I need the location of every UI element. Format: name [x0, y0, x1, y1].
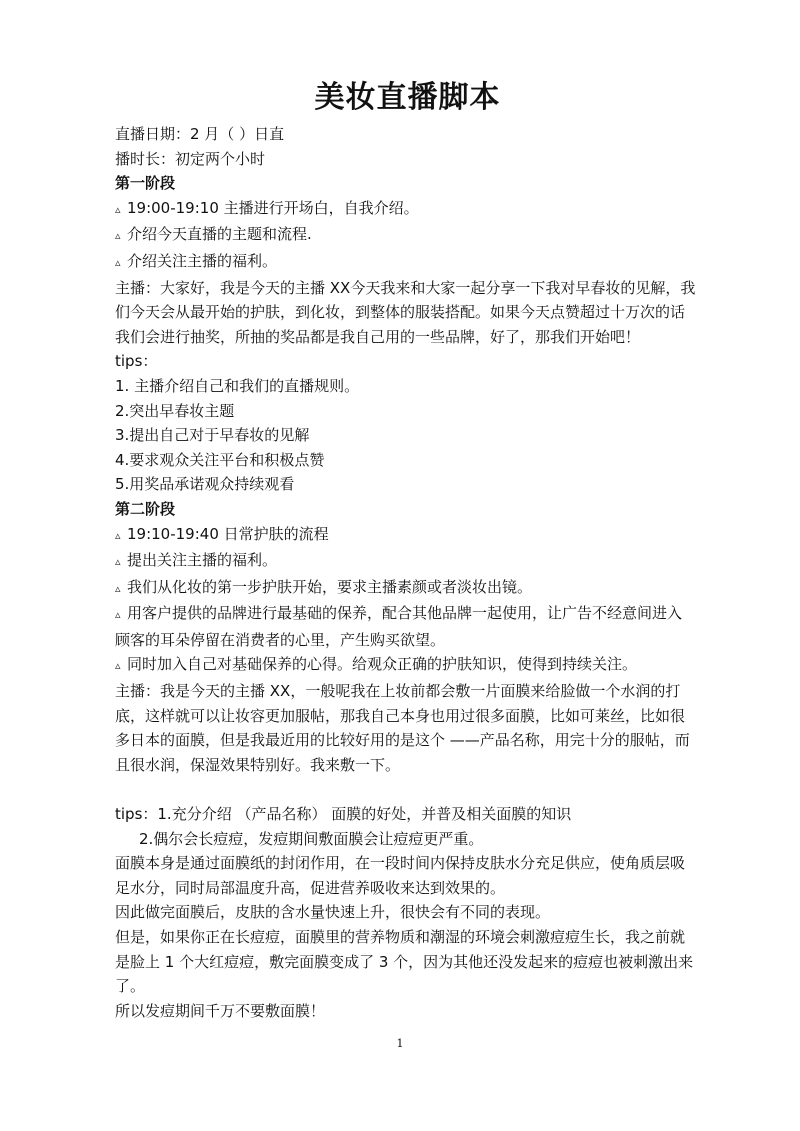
text-line	[115, 851, 690, 876]
bullet-item	[115, 652, 690, 679]
text-line	[115, 423, 690, 448]
line-text: 19:00-19:10 主播进行开场白，自我介绍。	[127, 198, 419, 217]
line-text: 们今天会从最开始的护肤，到化妆，到整体的服装搭配。如果今天点赞超过十万次的话	[115, 303, 686, 322]
line-text: 介绍今天直播的主题和流程.	[127, 225, 312, 244]
text-line	[115, 399, 690, 424]
line-text: 2.突出早春妆主题	[115, 401, 235, 420]
bullet-item	[115, 601, 690, 628]
text-line	[115, 827, 690, 852]
text-line	[115, 704, 690, 729]
text-line	[115, 300, 690, 325]
line-text: 播时长：初定两个小时	[115, 149, 266, 168]
line-text: 但是，如果你正在长痘痘，面膜里的营养物质和潮湿的环境会刺激痘痘生长，我之前就	[115, 928, 686, 946]
line-text: 所以发痘期间千万不要敷面膜！	[115, 1001, 326, 1020]
blank-line	[115, 777, 690, 802]
text-line	[115, 802, 690, 827]
line-text: 且很水润，保湿效果特别好。我来敷一下。	[115, 755, 401, 774]
triangle-bullet-icon: ▵	[115, 202, 121, 216]
line-text: 第二阶段	[115, 499, 176, 518]
line-text: 足水分，同时局部温度升高，促进营养吸收来达到效果的。	[115, 878, 506, 897]
triangle-bullet-icon: ▵	[115, 229, 121, 243]
line-text: 面膜本身是通过面膜纸的封闭作用，在一段时间内保持皮肤水分充足供应，使角质层吸	[115, 854, 686, 873]
triangle-bullet-icon: ▵	[115, 255, 121, 269]
bullet-item	[115, 222, 690, 249]
text-line	[115, 374, 690, 399]
line-text: 我们会进行抽奖，所抽的奖品都是我自己用的一些品牌，好了，那我们开始吧！	[115, 327, 641, 346]
triangle-bullet-icon: ▵	[115, 555, 121, 569]
line-text: 用客户提供的品牌进行最基础的保养，配合其他品牌一起使用，让广告不经意间进入	[127, 604, 683, 623]
line-text: 4.要求观众关注平台和积极点赞	[115, 450, 325, 469]
line-text: 3.提出自己对于早春妆的见解	[115, 426, 310, 445]
line-text: 同时加入自己对基础保养的心得。给观众正确的护肤知识，使得到持续关注。	[127, 655, 638, 674]
text-line	[115, 276, 696, 301]
text-line	[115, 679, 690, 704]
bullet-item	[115, 522, 690, 549]
text-line	[115, 950, 694, 975]
text-line	[115, 728, 690, 753]
line-text: 因此做完面膜后，皮肤的含水量快速上升，很快会有不同的表现。	[115, 903, 551, 922]
document-page	[115, 78, 696, 1023]
text-line	[115, 925, 690, 950]
section-heading	[115, 497, 690, 522]
section-heading	[115, 171, 690, 196]
bullet-item	[115, 548, 690, 575]
line-text: 5.用奖品承诺观众持续观看	[115, 475, 295, 494]
bullet-item	[115, 575, 690, 602]
line-text: 底，这样就可以让妆容更加服帖，那我自己本身也用过很多面膜，比如可莱丝，比如很	[115, 706, 686, 725]
line-text: 提出关注主播的福利。	[127, 551, 278, 570]
text-line	[115, 472, 690, 497]
line-text: 是脸上 1 个大红痘痘，敷完面膜变成了 3 个，因为其他还没发起来的痘痘也被刺激出来	[115, 952, 694, 971]
text-line	[115, 753, 690, 778]
text-line	[115, 900, 690, 925]
line-text: 第一阶段	[115, 174, 176, 193]
text-line	[115, 122, 690, 147]
line-text: tips：	[115, 352, 158, 371]
line-text: 主播：大家好，我是今天的主播 XX今天我来和大家一起分享一下我对早春妆的见解，我	[115, 278, 696, 297]
bullet-item	[115, 196, 690, 223]
line-text: 1. 主播介绍自己和我们的直播规则。	[115, 376, 360, 395]
line-text: 主播：我是今天的主播 XX，一般呢我在上妆前都会敷一片面膜来给脸做一个水润的打	[115, 682, 681, 701]
line-text: 顾客的耳朵停留在消费者的心里，产生购买欲望。	[115, 630, 446, 649]
line-text: 介绍关注主播的福利。	[127, 251, 278, 270]
page-number: 1	[396, 1037, 404, 1050]
text-line	[115, 325, 690, 350]
line-text: 2.偶尔会长痘痘，发痘期间敷面膜会让痘痘更严重。	[139, 829, 484, 848]
triangle-bullet-icon: ▵	[115, 528, 121, 542]
text-line	[115, 448, 690, 473]
line-text: 多日本的面膜，但是我最近用的比较好用的是这个 ——产品名称，用完十分的服帖，而	[115, 731, 690, 750]
document-body	[115, 122, 696, 1023]
line-text: tips：1.充分介绍 （产品名称） 面膜的好处，并普及相关面膜的知识	[115, 805, 572, 824]
text-line	[115, 147, 690, 172]
bullet-item	[115, 249, 690, 276]
line-text: 19:10-19:40 日常护肤的流程	[127, 524, 329, 543]
line-text: 我们从化妆的第一步护肤开始，要求主播素颜或者淡妆出镜。	[127, 577, 533, 596]
text-line	[115, 628, 690, 653]
line-text: 直播日期：2 月（ ）日直	[115, 125, 285, 143]
text-line	[115, 876, 690, 901]
triangle-bullet-icon: ▵	[115, 659, 121, 673]
text-line	[115, 349, 690, 374]
text-line	[115, 974, 690, 999]
text-line	[115, 999, 690, 1024]
document-title: 美妆直播脚本	[314, 80, 501, 115]
line-text: 了。	[115, 977, 146, 996]
triangle-bullet-icon: ▵	[115, 608, 121, 622]
triangle-bullet-icon: ▵	[115, 581, 121, 595]
